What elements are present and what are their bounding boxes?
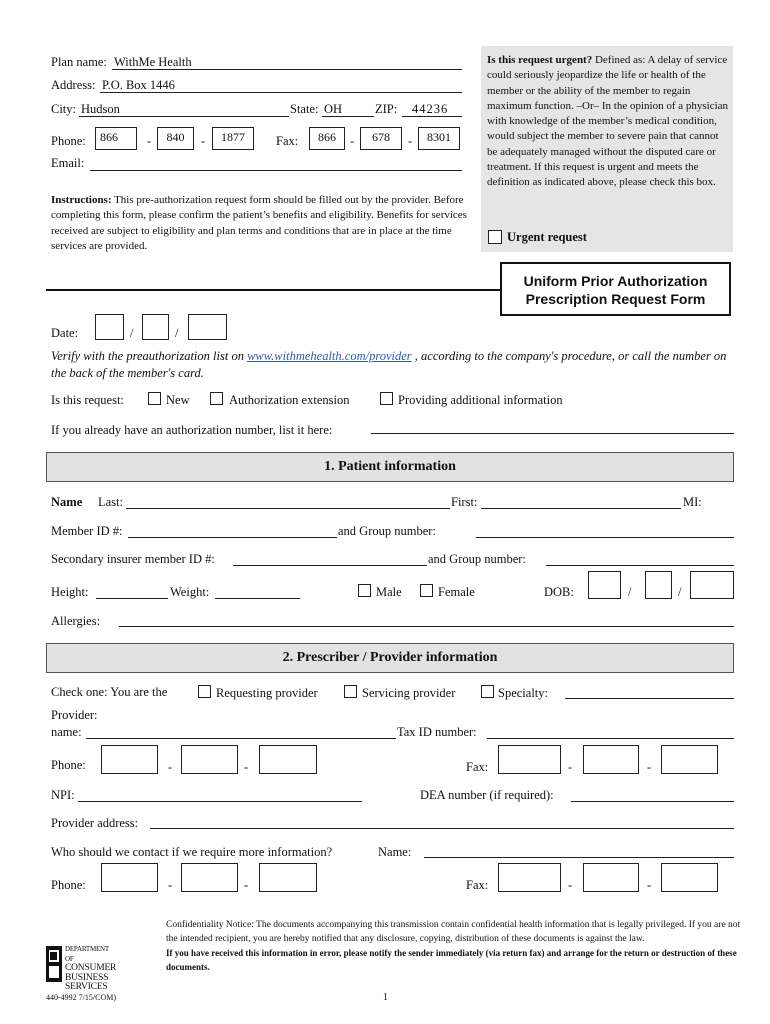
confidentiality-notice <box>166 918 750 974</box>
address-value: P.O. Box 1446 <box>102 78 175 92</box>
servicing-provider-label: Servicing provider <box>362 686 456 700</box>
state-field[interactable] <box>322 116 374 117</box>
header-divider <box>46 289 502 291</box>
address-field[interactable] <box>100 92 462 93</box>
verify-text-end: , according to the company's procedure, or call the number on the back of the member's card. <box>51 349 727 380</box>
npi-field[interactable] <box>78 801 362 802</box>
fax-dash: - <box>647 878 652 892</box>
zip-label: ZIP: <box>375 102 398 116</box>
height-field[interactable] <box>96 598 168 599</box>
dob-slash: / <box>678 585 682 599</box>
phone-dash: - <box>168 760 173 774</box>
male-label: Male <box>376 585 402 599</box>
allergies-field[interactable] <box>119 626 734 627</box>
dcbs-logo <box>46 944 117 992</box>
request-additional-info-checkbox[interactable] <box>380 392 393 405</box>
provider-name-field[interactable] <box>86 738 396 739</box>
provider-phone-label: Phone: <box>51 758 86 772</box>
specialty-checkbox[interactable] <box>481 685 494 698</box>
plan-name-value: WithMe Health <box>114 55 192 69</box>
female-checkbox[interactable] <box>420 584 433 597</box>
first-name-field[interactable] <box>481 508 681 509</box>
instructions-body: This pre-authorization request form should be filled out by the provider. Before completing this form, please confirm the patient’s benefits and eligibility. Benefits for services received are subject to eligibility and plan terms and conditions that are in place at the time services are provided. <box>51 194 467 252</box>
phone-dash: - <box>244 760 249 774</box>
fax-line-box[interactable]: 8301 <box>418 127 460 150</box>
contact-question-label: Who should we contact if we require more information? <box>51 845 333 859</box>
instructions-label: Instructions: <box>51 194 112 206</box>
requesting-provider-checkbox[interactable] <box>198 685 211 698</box>
urgent-request-label: Urgent request <box>507 230 587 244</box>
npi-label: NPI: <box>51 788 75 802</box>
address-label: Address: <box>51 78 96 92</box>
city-value: Hudson <box>81 102 120 116</box>
mi-label: MI: <box>683 495 702 509</box>
female-label: Female <box>438 585 475 599</box>
zip-field[interactable] <box>402 116 462 117</box>
email-label: Email: <box>51 156 85 170</box>
email-field[interactable] <box>90 170 462 171</box>
plan-name-field[interactable] <box>112 69 462 70</box>
provider-address-field[interactable] <box>150 828 734 829</box>
provider-fax-line-box[interactable] <box>661 745 718 774</box>
contact-phone-label: Phone: <box>51 878 86 892</box>
requesting-provider-label: Requesting provider <box>216 686 318 700</box>
date-day-box[interactable] <box>142 314 169 340</box>
request-extension-label: Authorization extension <box>229 393 350 407</box>
auth-number-label: If you already have an authorization number, list it here: <box>51 423 333 437</box>
provider-name-label: name: <box>51 725 82 739</box>
provider-fax-area-box[interactable] <box>498 745 561 774</box>
weight-field[interactable] <box>215 598 300 599</box>
contact-phone-prefix-box[interactable] <box>181 863 238 892</box>
phone-prefix-box[interactable]: 840 <box>157 127 194 150</box>
check-one-label: Check one: You are the <box>51 685 168 699</box>
phone-dash: - <box>147 134 152 148</box>
last-name-field[interactable] <box>126 508 450 509</box>
provider-phone-area-box[interactable] <box>101 745 158 774</box>
group-number-label: and Group number: <box>338 524 436 538</box>
request-new-label: New <box>166 393 190 407</box>
dob-slash: / <box>628 585 632 599</box>
dea-field[interactable] <box>571 801 734 802</box>
secondary-group-field[interactable] <box>546 565 734 566</box>
request-extension-checkbox[interactable] <box>210 392 223 405</box>
zip-value: 44236 <box>412 102 449 116</box>
date-label: Date: <box>51 326 79 340</box>
contact-phone-line-box[interactable] <box>259 863 317 892</box>
tax-id-field[interactable] <box>487 738 734 739</box>
phone-line-box[interactable]: 1877 <box>212 127 254 150</box>
auth-number-field[interactable] <box>371 433 734 434</box>
provider-fax-prefix-box[interactable] <box>583 745 639 774</box>
servicing-provider-checkbox[interactable] <box>344 685 357 698</box>
verify-text: Verify with the preauthorization list on <box>51 349 248 363</box>
state-label: State: <box>290 102 319 116</box>
contact-fax-area-box[interactable] <box>498 863 561 892</box>
form-title <box>500 262 731 316</box>
logo-department: DEPARTMENT OF <box>65 945 109 963</box>
patient-section-header: 1. Patient information <box>46 452 734 482</box>
fax-dash: - <box>647 760 652 774</box>
dob-label: DOB: <box>544 585 574 599</box>
request-additional-info-label: Providing additional information <box>398 393 563 407</box>
confidentiality-text: Confidentiality Notice: The documents accompanying this transmission contain confidential health information that is legally privileged. If you are not the intended recipient, you are hereby notified that any disclosure, copying, distribution of these documents is against the law. <box>166 920 741 944</box>
date-slash: / <box>130 326 134 340</box>
male-checkbox[interactable] <box>358 584 371 597</box>
contact-name-label: Name: <box>378 845 412 859</box>
urgent-definition-body: Defined as: A delay of service could seriously jeopardize the life or health of the member or the ability of the member to regain maximum function. –Or– In the opinion of a physician with knowledge of the member’s medical condition, would subject the member to severe pain that cannot be adequately managed without the disputed care or treatment. If this request is urgent and meets the definition as indicated above, please check this box. <box>487 54 729 189</box>
phone-area-box[interactable]: 866 <box>95 127 137 150</box>
weight-label: Weight: <box>170 585 210 599</box>
request-new-checkbox[interactable] <box>148 392 161 405</box>
secondary-group-label: and Group number: <box>428 552 526 566</box>
provider-phone-line-box[interactable] <box>259 745 317 774</box>
fax-area-box[interactable]: 866 <box>309 127 345 150</box>
urgent-definition <box>487 53 729 191</box>
page-number: 1 <box>383 992 388 1003</box>
provider-label: Provider: <box>51 708 98 722</box>
member-id-label: Member ID #: <box>51 524 123 538</box>
allergies-label: Allergies: <box>51 614 101 628</box>
instructions-text <box>51 193 471 254</box>
fax-dash: - <box>350 134 355 148</box>
city-label: City: <box>51 102 77 116</box>
provider-fax-label: Fax: <box>466 760 489 774</box>
form-number: 440-4992 7/15/COM) <box>46 993 116 1002</box>
verify-instructions <box>51 348 741 382</box>
logo-consumer: CONSUMER <box>65 963 117 973</box>
fax-label: Fax: <box>276 134 299 148</box>
height-label: Height: <box>51 585 89 599</box>
provider-link[interactable]: www.withmehealth.com/provider <box>247 349 412 363</box>
contact-fax-prefix-box[interactable] <box>583 863 639 892</box>
fax-dash: - <box>408 134 413 148</box>
group-number-field[interactable] <box>476 537 734 538</box>
urgent-request-checkbox[interactable] <box>488 230 502 244</box>
provider-address-label: Provider address: <box>51 816 139 830</box>
city-field[interactable] <box>79 116 289 117</box>
date-year-box[interactable] <box>188 314 227 340</box>
last-name-label: Last: <box>98 495 123 509</box>
form-title-line2: Prescription Request Form <box>525 291 706 307</box>
phone-dash: - <box>168 878 173 892</box>
member-id-field[interactable] <box>128 537 337 538</box>
fax-prefix-box[interactable]: 678 <box>360 127 402 150</box>
fax-dash: - <box>568 878 573 892</box>
form-title-line1: Uniform Prior Authorization <box>523 273 708 289</box>
contact-fax-label: Fax: <box>466 878 489 892</box>
secondary-insurer-label: Secondary insurer member ID #: <box>51 552 215 566</box>
date-month-box[interactable] <box>95 314 124 340</box>
dob-year-box[interactable] <box>690 571 734 599</box>
confidentiality-bold-text: If you have received this information in error, please notify the sender immediately (via return fax) and arrange for the return or destruction of these documents. <box>166 948 737 972</box>
contact-fax-line-box[interactable] <box>661 863 718 892</box>
patient-name-label: Name <box>51 495 83 509</box>
state-value: OH <box>324 102 343 116</box>
plan-name-label: Plan name: <box>51 55 107 69</box>
fax-dash: - <box>568 760 573 774</box>
specialty-label: Specialty: <box>498 686 548 700</box>
logo-services: SERVICES <box>65 982 108 992</box>
phone-label: Phone: <box>51 134 86 148</box>
is-request-label: Is this request: <box>51 393 124 407</box>
prescriber-section-header: 2. Prescriber / Provider information <box>46 643 734 673</box>
first-name-label: First: <box>451 495 478 509</box>
urgent-question: Is this request urgent? <box>487 54 593 66</box>
dea-label: DEA number (if required): <box>420 788 554 802</box>
dob-day-box[interactable] <box>645 571 672 599</box>
provider-phone-prefix-box[interactable] <box>181 745 238 774</box>
phone-dash: - <box>244 878 249 892</box>
specialty-field[interactable] <box>565 698 734 699</box>
contact-name-field[interactable] <box>424 857 734 858</box>
date-slash: / <box>175 326 179 340</box>
phone-dash: - <box>201 134 206 148</box>
contact-phone-area-box[interactable] <box>101 863 158 892</box>
logo-business: BUSINESS <box>65 972 109 983</box>
dob-month-box[interactable] <box>588 571 621 599</box>
secondary-insurer-field[interactable] <box>233 565 427 566</box>
tax-id-label: Tax ID number: <box>397 725 477 739</box>
